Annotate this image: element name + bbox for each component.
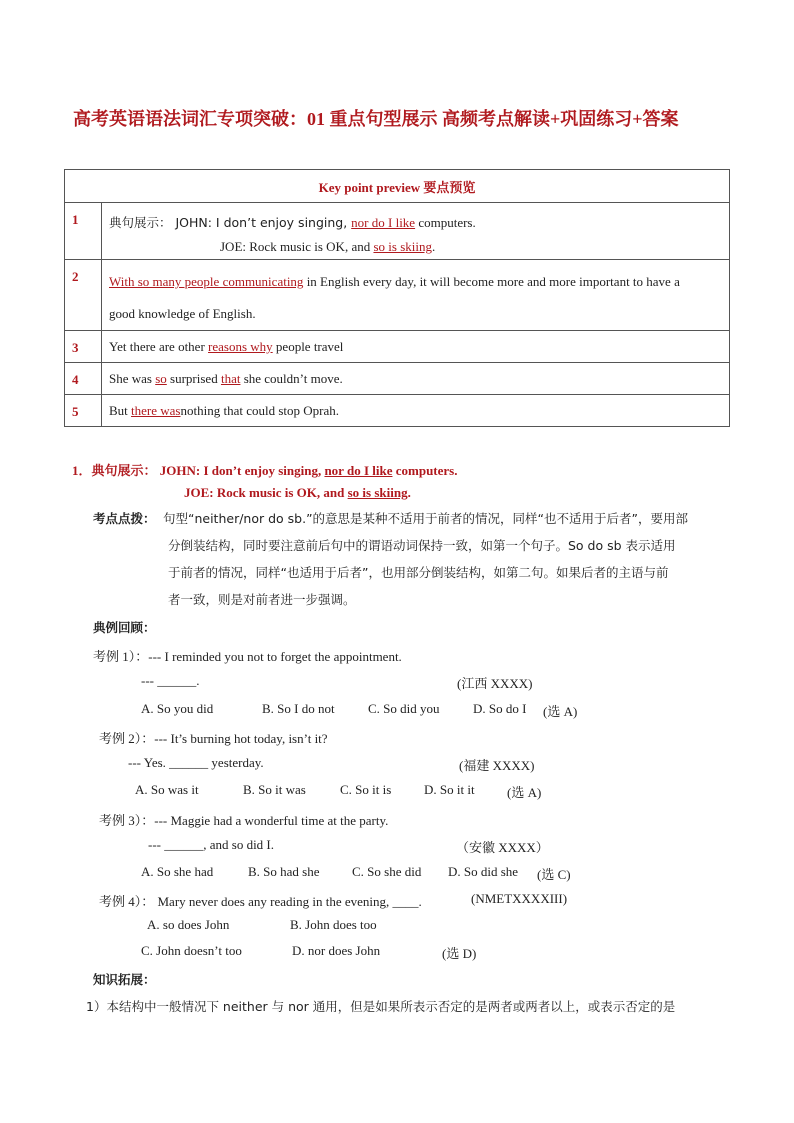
key-point-line: 句型“neither/nor do sb.”的意思是某种不适用于前者的情况，同样“也不适用于后者”，要用部 <box>163 511 689 526</box>
section-heading <box>72 460 457 479</box>
row-prefix: But <box>109 403 132 418</box>
heading-prefix: 1．典句展示： JOHN: I don’t enjoy singing, <box>72 463 325 478</box>
row-rest: in English every day, it will become more and more important to have a <box>303 274 680 289</box>
option-d: D. So it it <box>424 782 475 797</box>
table-row <box>65 395 730 427</box>
underlined-phrase: there was <box>131 403 181 418</box>
example-blank: --- ______. <box>141 673 200 688</box>
row-line <box>109 211 729 235</box>
row-number: 3 <box>65 331 102 363</box>
row-text <box>102 395 730 427</box>
table-row <box>65 203 730 260</box>
option-b: B. So had she <box>248 864 320 879</box>
extension-label: 知识拓展： <box>93 972 156 987</box>
heading-prefix: JOE: Rock music is OK, and <box>184 485 348 500</box>
underlined-phrase: so is skiing <box>373 239 432 254</box>
row-number: 1 <box>65 203 102 260</box>
row-text <box>102 203 730 260</box>
extension-line: 1）本结构中一般情况下 neither 与 nor 通用，但是如果所表示否定的是两者或两者以上，或表示否定的是 <box>86 999 676 1014</box>
row-text <box>102 331 730 363</box>
option-d: D. nor does John <box>292 943 381 958</box>
underlined-phrase: nor do I like <box>324 463 393 478</box>
row-prefix: Yet there are other <box>109 339 209 354</box>
row-number: 5 <box>65 395 102 427</box>
option-d: D. So did she <box>448 864 519 879</box>
row-text-part: surprised <box>166 371 221 386</box>
key-point-line: 于前者的情况，同样“也适用于后者”，也用部分倒装结构，如第二句。如果后者的主语与前 <box>168 565 669 580</box>
table-row <box>65 260 730 331</box>
row-suffix: people travel <box>272 339 344 354</box>
option-c: C. So did you <box>368 701 440 716</box>
example-source: (福建 XXXX) <box>459 758 535 773</box>
key-point-label: 考点点拨： <box>93 511 156 526</box>
row-line <box>109 235 729 259</box>
row-text-part: she couldn’t move. <box>240 371 343 386</box>
row-line: good knowledge of English. <box>109 306 256 321</box>
row-suffix: . <box>431 239 436 254</box>
example-answer: (选 D) <box>442 946 477 961</box>
row-suffix: nothing that could stop Oprah. <box>180 403 340 418</box>
row-line <box>109 266 729 298</box>
table-row <box>65 331 730 363</box>
row-suffix: computers. <box>415 215 476 230</box>
example-answer: (选 A) <box>507 785 542 800</box>
example-source: (江西 XXXX) <box>457 676 533 691</box>
option-b: B. John does too <box>290 917 377 932</box>
row-prefix: 典句展示： JOHN: I don’t enjoy singing, <box>109 215 352 230</box>
example-question: 考例 2）：--- It’s burning hot today, isn’t it? <box>99 731 328 746</box>
example-blank: --- Yes. ______ yesterday. <box>128 755 264 770</box>
example-answer: (选 C) <box>537 867 571 882</box>
example-source: （安徽 XXXX） <box>456 840 549 855</box>
table-header: Key point preview 要点预览 <box>65 170 730 203</box>
option-a: A. So she had <box>141 864 214 879</box>
example-blank: --- ______, and so did I. <box>148 837 275 852</box>
key-point-line: 分倒装结构，同时要注意前后句中的谓语动词保持一致，如第一个句子。So do sb 表示适用 <box>168 538 676 553</box>
example-answer: (选 A) <box>543 704 578 719</box>
row-text <box>102 260 730 331</box>
heading-suffix: computers. <box>392 463 458 478</box>
underlined-phrase: so <box>155 371 167 386</box>
example-question: 考例 1）：--- I reminded you not to forget the appointment. <box>93 649 402 664</box>
key-point-table <box>64 169 730 427</box>
section-heading-line2 <box>184 485 411 501</box>
option-a: A. So you did <box>141 701 214 716</box>
option-c: C. John doesn’t too <box>141 943 242 958</box>
option-c: C. So she did <box>352 864 422 879</box>
row-prefix: JOE: Rock music is OK, and <box>220 239 374 254</box>
key-point-line: 者一致，则是对前者进一步强调。 <box>168 592 356 607</box>
example-question: 考例 4）： Mary never does any reading in the evening, ____. <box>99 894 422 909</box>
review-label: 典例回顾： <box>93 620 156 635</box>
option-d: D. So do I <box>473 701 527 716</box>
underlined-phrase: that <box>220 371 241 386</box>
underlined-phrase: With so many people communicating <box>109 274 304 289</box>
underlined-phrase: nor do I like <box>351 215 416 230</box>
option-b: B. So it was <box>243 782 306 797</box>
heading-suffix: . <box>407 485 411 500</box>
table-row <box>65 363 730 395</box>
row-text <box>102 363 730 395</box>
underlined-phrase: reasons why <box>208 339 273 354</box>
option-c: C. So it is <box>340 782 392 797</box>
option-b: B. So I do not <box>262 701 335 716</box>
underlined-phrase: so is skiing <box>347 485 408 500</box>
row-number: 2 <box>65 260 102 331</box>
option-a: A. so does John <box>147 917 230 932</box>
row-number: 4 <box>65 363 102 395</box>
document-title: 高考英语语法词汇专项突破：01 重点句型展示 高频考点解读+巩固练习+答案 <box>73 109 679 129</box>
example-question: 考例 3）：--- Maggie had a wonderful time at the party. <box>99 813 389 828</box>
example-source: (NMETXXXXIII) <box>471 891 568 906</box>
option-a: A. So was it <box>135 782 199 797</box>
row-text-part: She was <box>109 371 156 386</box>
